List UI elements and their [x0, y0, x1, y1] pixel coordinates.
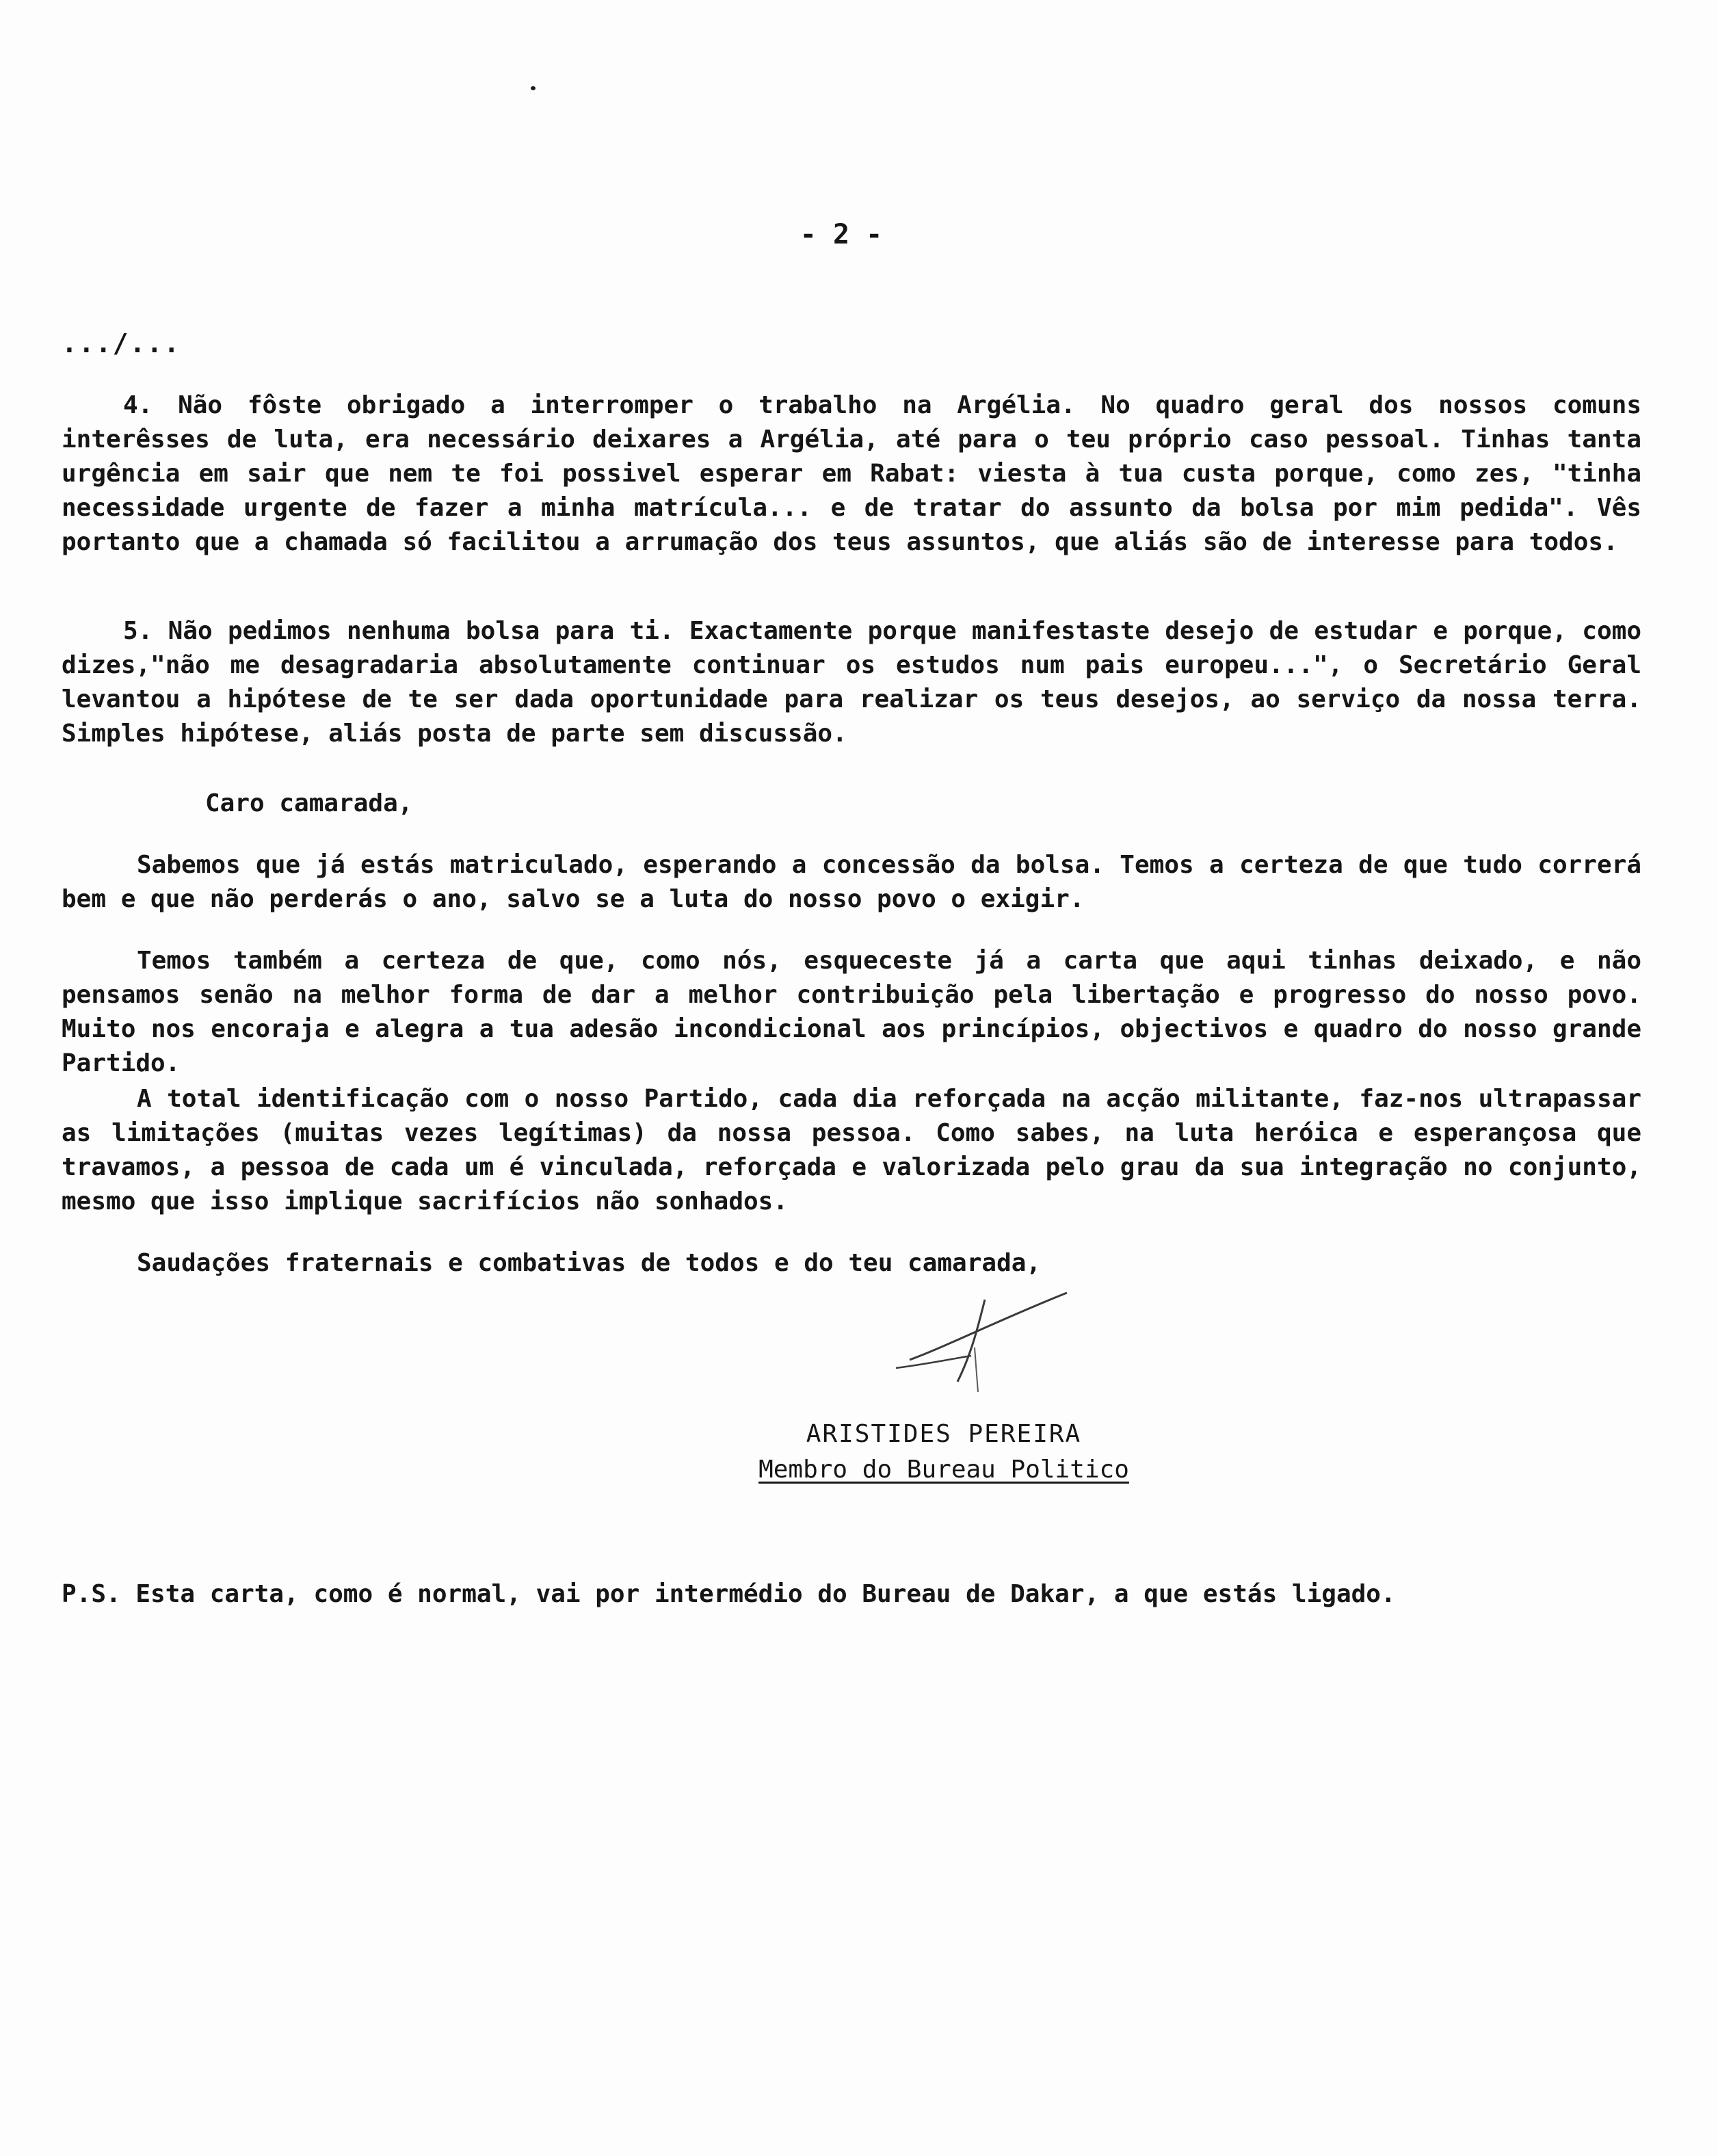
salutation: Caro camarada, — [205, 789, 413, 817]
signatory-title: Membro do Bureau Politico — [758, 1456, 1129, 1484]
closing-greeting: Saudações fraternais e combativas de todos e do teu camarada, — [137, 1249, 1042, 1277]
paragraph-identification: A total identificação com o nosso Partido, cada dia reforçada na acção militante, faz-nos ultrapassar as limitações (muitas vezes legítimas) da nossa pessoa. Como sabes, na luta heróica e esperançosa que travamos, a pessoa de cada um é vinculada, reforçada e valorizada pelo grau da sua integração no conjunto, mesmo que isso implique sacrifícios não sonhados. — [62, 1085, 1641, 1215]
paragraph-enrollment: Sabemos que já estás matriculado, esperando a concessão da bolsa. Temos a certeza de que tudo correrá bem e que não perderás o ano, salvo se a luta do nosso povo o exigir. — [62, 851, 1641, 913]
ink-speck — [531, 86, 536, 90]
paragraph-4: 4. Não fôste obrigado a interromper o trabalho na Argélia. No quadro geral dos nossos comuns interêsses de luta, era necessário deixares a Argélia, até para o teu próprio caso pessoal. Tinhas tanta urgência em sair que nem te foi possivel esperar em Rabat: viesta à tua custa porque, como zes, "tinha necessidade urgente de fazer a minha matrícula... e de tratar do assunto da bolsa por mim pedida". Vês portanto que a chamada só facilitou a arrumação dos teus assuntos, que aliás são de interesse para todos. — [62, 391, 1641, 556]
paragraph-5: 5. Não pedimos nenhuma bolsa para ti. Exactamente porque manifestaste desejo de estudar e porque, como dizes,"não me desagradaria absolutamente continuar os estudos num pais europeu...", o Secretário Geral levantou a hipótese de te ser dada oportunidade para realizar os teus desejos, ao serviço da nossa terra. Simples hipótese, aliás posta de parte sem discussão. — [62, 617, 1641, 748]
handwritten-signature — [882, 1279, 1087, 1402]
continuation-mark: .../... — [62, 328, 181, 358]
page-number: - 2 - — [799, 219, 883, 250]
paragraph-adhesion: Temos também a certeza de que, como nós, esqueceste já a carta que aqui tinhas deixado, e não pensamos senão na melhor forma de dar a melhor contribuição pela libertação e progresso do nosso povo. Muito nos encoraja e alegra a tua adesão incondicional aos princípios, objectivos e quadro do nosso grande Partido. — [62, 947, 1641, 1077]
signatory-name: ARISTIDES PEREIRA — [806, 1420, 1082, 1448]
postscript: P.S. Esta carta, como é normal, vai por intermédio do Bureau de Dakar, a que estás ligado. — [62, 1580, 1396, 1608]
